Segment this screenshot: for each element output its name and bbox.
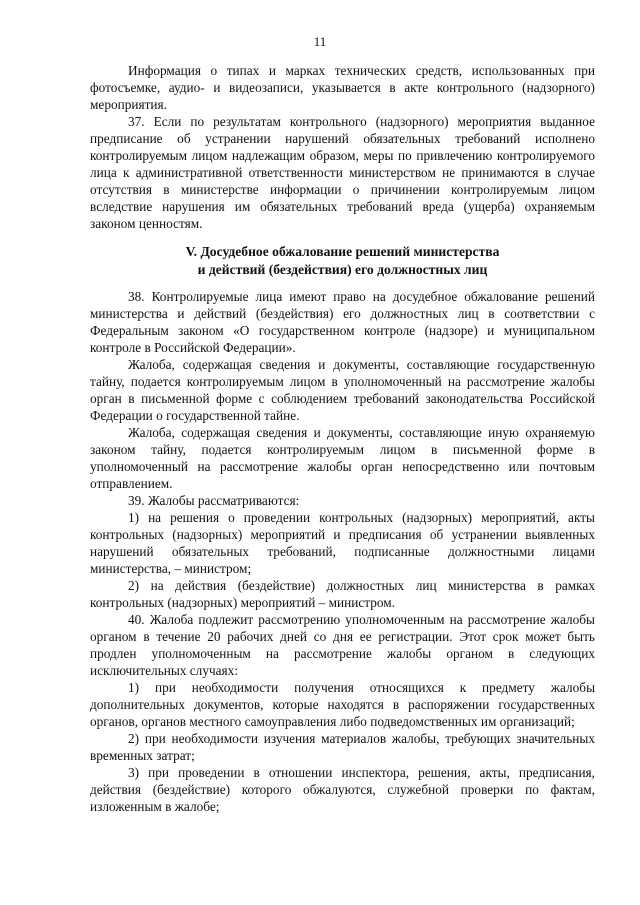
list-item-39-2: 2) на действия (бездействие) должностных лиц министерства в рамках контрольных (надзорных) мероприятий – министром. (90, 578, 595, 610)
paragraph-37: 37. Если по результатам контрольного (надзорного) мероприятия выданное предписание об устранении нарушений обязательных требований исполнено контролируемым лицом надлежащим образом, меры по привлечению контролируемого лица к административной ответственности министерством не принимаются в случае отсутствия в министерстве информации о причинении контролируемым лицом вследствие нарушения им обязательных требований вреда (ущерба) охраняемым законом ценностям. (90, 114, 595, 231)
list-item-40-1: 1) при необходимости получения относящихся к предмету жалобы дополнительных документов, которые находятся в распоряжении государственных органов, органов местного самоуправления либо подведомственных им организаций; (90, 680, 595, 729)
paragraph-state-secret-complaint: Жалоба, содержащая сведения и документы, составляющие государственную тайну, подается контролируемым лицом в уполномоченный на рассмотрение жалобы орган в письменной форме с соблюдением требований законодательства Российской Федерации о государственной тайне. (90, 357, 595, 423)
list-item-40-3: 3) при проведении в отношении инспектора, решения, акты, предписания, действия (бездействие) которого обжалуются, служебной проверки по фактам, изложенным в жалобе; (90, 765, 595, 814)
paragraph-other-secret-complaint: Жалоба, содержащая сведения и документы, составляющие иную охраняемую законом тайну, подается контролируемым лицом в письменной форме в уполномоченный на рассмотрение жалобы орган непосредственно или почтовым отправлением. (90, 425, 595, 491)
document-body (90, 62, 595, 815)
paragraph-40: 40. Жалоба подлежит рассмотрению уполномоченным на рассмотрение жалобы органом в течение 20 рабочих дней со дня ее регистрации. Этот срок может быть продлен уполномоченным на рассмотрение жалобы органом в следующих исключительных случаях: (90, 612, 595, 678)
section-heading-line-1: V. Досудебное обжалование решений министерства (185, 244, 500, 259)
list-item-39-1: 1) на решения о проведении контрольных (надзорных) мероприятий, акты контрольных (надзорных) мероприятий и предписания об устранении выявленных нарушений обязательных требований, подписанные должностными лицами министерства, – министром; (90, 510, 595, 576)
page-number: 11 (313, 34, 327, 49)
list-item-40-2: 2) при необходимости изучения материалов жалобы, требующих значительных временных затрат; (90, 731, 595, 763)
paragraph-38: 38. Контролируемые лица имеют право на досудебное обжалование решений министерства и действий (бездействия) его должностных лиц в соответствии с Федеральным законом «О государственном контроле (надзоре) и муниципальном контроле в Российской Федерации». (90, 289, 595, 355)
section-heading-line-2: и действий (бездействия) его должностных лиц (197, 261, 488, 277)
section-heading (90, 243, 595, 278)
paragraph-39: 39. Жалобы рассматриваются: (128, 493, 300, 508)
paragraph-technical-means-info: Информация о типах и марках технических средств, использованных при фотосъемке, аудио- и видеозаписи, указывается в акте контрольного (надзорного) мероприятия. (90, 63, 595, 112)
